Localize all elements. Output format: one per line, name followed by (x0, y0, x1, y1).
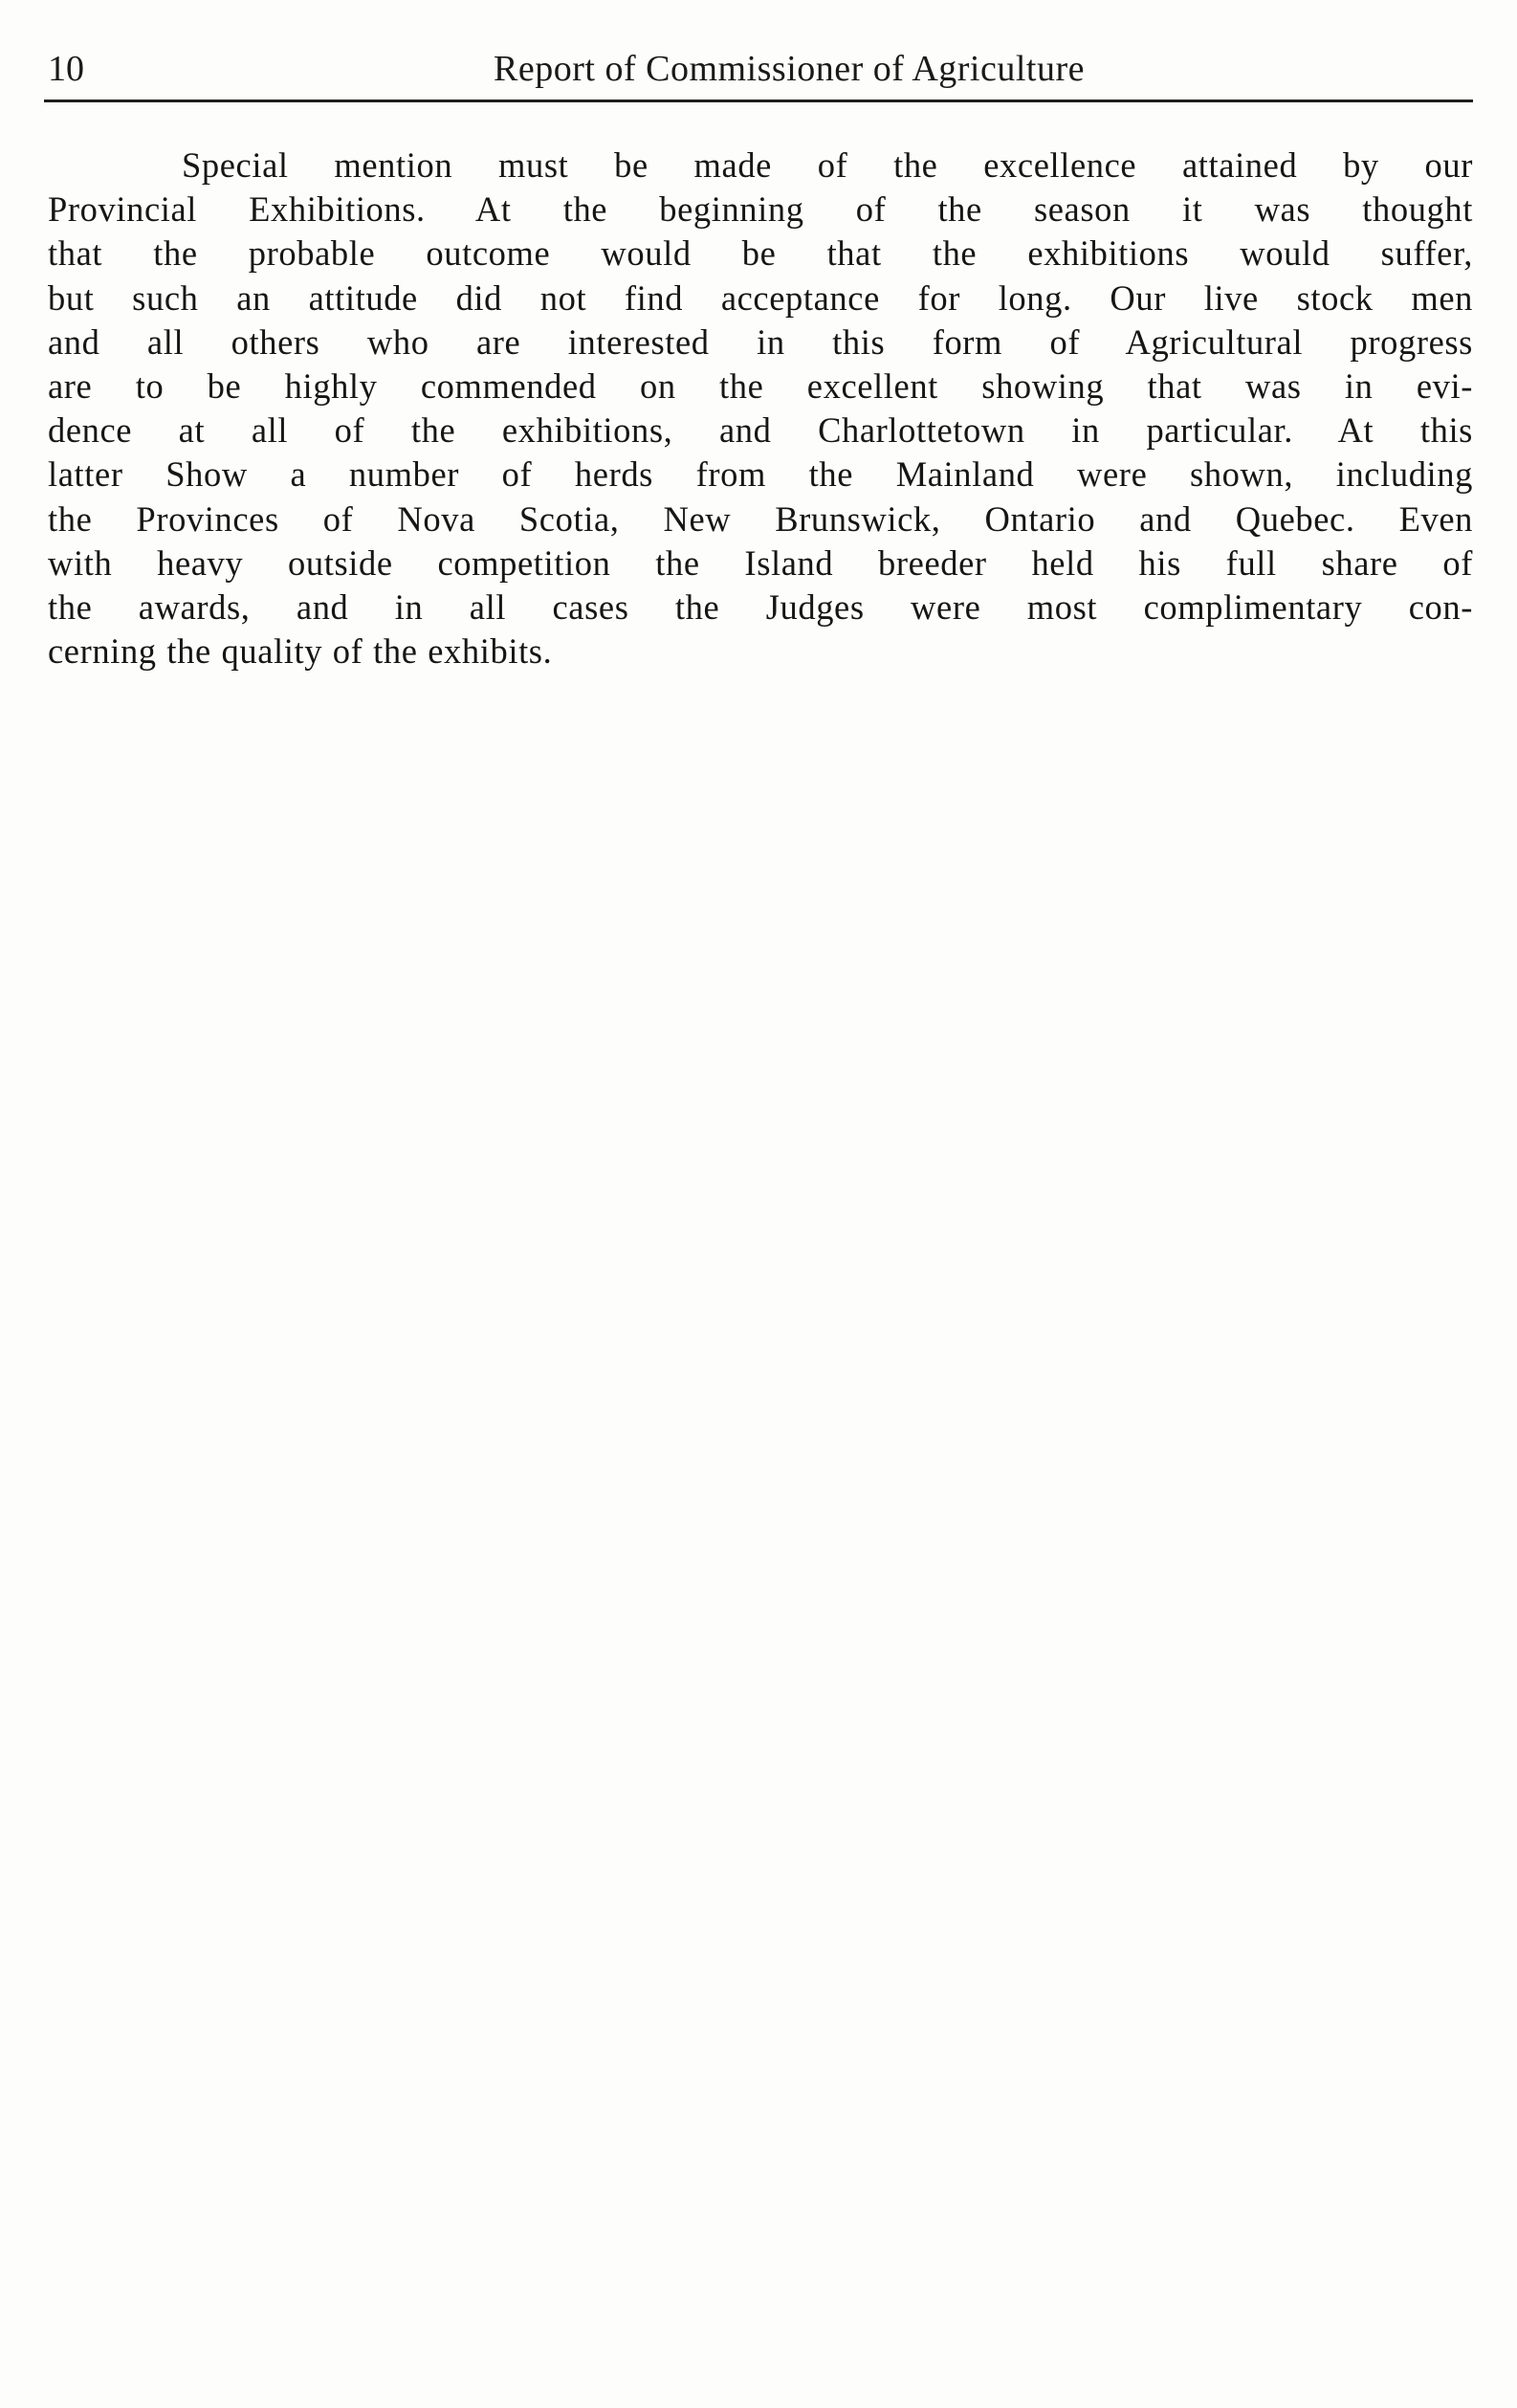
running-head: Report of Commissioner of Agriculture (494, 49, 1085, 89)
paragraph-line: the awards, and in all cases the Judges were most complimentary con- (48, 587, 1473, 628)
paragraph-line: are to be highly commended on the excellent showing that was in evi- (48, 366, 1473, 407)
paragraph-line: and all others who are interested in this form of Agricultural progress (48, 321, 1473, 362)
paragraph-line: Special mention must be made of the excellence attained by our (182, 145, 1473, 185)
page-number: 10 (48, 49, 84, 89)
body-paragraph (48, 144, 1473, 674)
paragraph-line: the Provinces of Nova Scotia, New Brunswick, Ontario and Quebec. Even (48, 498, 1473, 539)
paragraph-line: with heavy outside competition the Island breeder held his full share of (48, 542, 1473, 583)
paragraph-line: dence at all of the exhibitions, and Charlottetown in particular. At this (48, 410, 1473, 451)
page-header (48, 44, 1473, 94)
paragraph-line: cerning the quality of the exhibits. (48, 631, 553, 672)
paragraph-line: but such an attitude did not find acceptance for long. Our live stock men (48, 277, 1473, 318)
paragraph-line: that the probable outcome would be that the exhibitions would suffer, (48, 233, 1473, 274)
paragraph-line: latter Show a number of herds from the Mainland were shown, including (48, 454, 1473, 495)
paragraph-line: Provincial Exhibitions. At the beginning of the season it was thought (48, 189, 1473, 230)
header-rule (44, 99, 1473, 102)
